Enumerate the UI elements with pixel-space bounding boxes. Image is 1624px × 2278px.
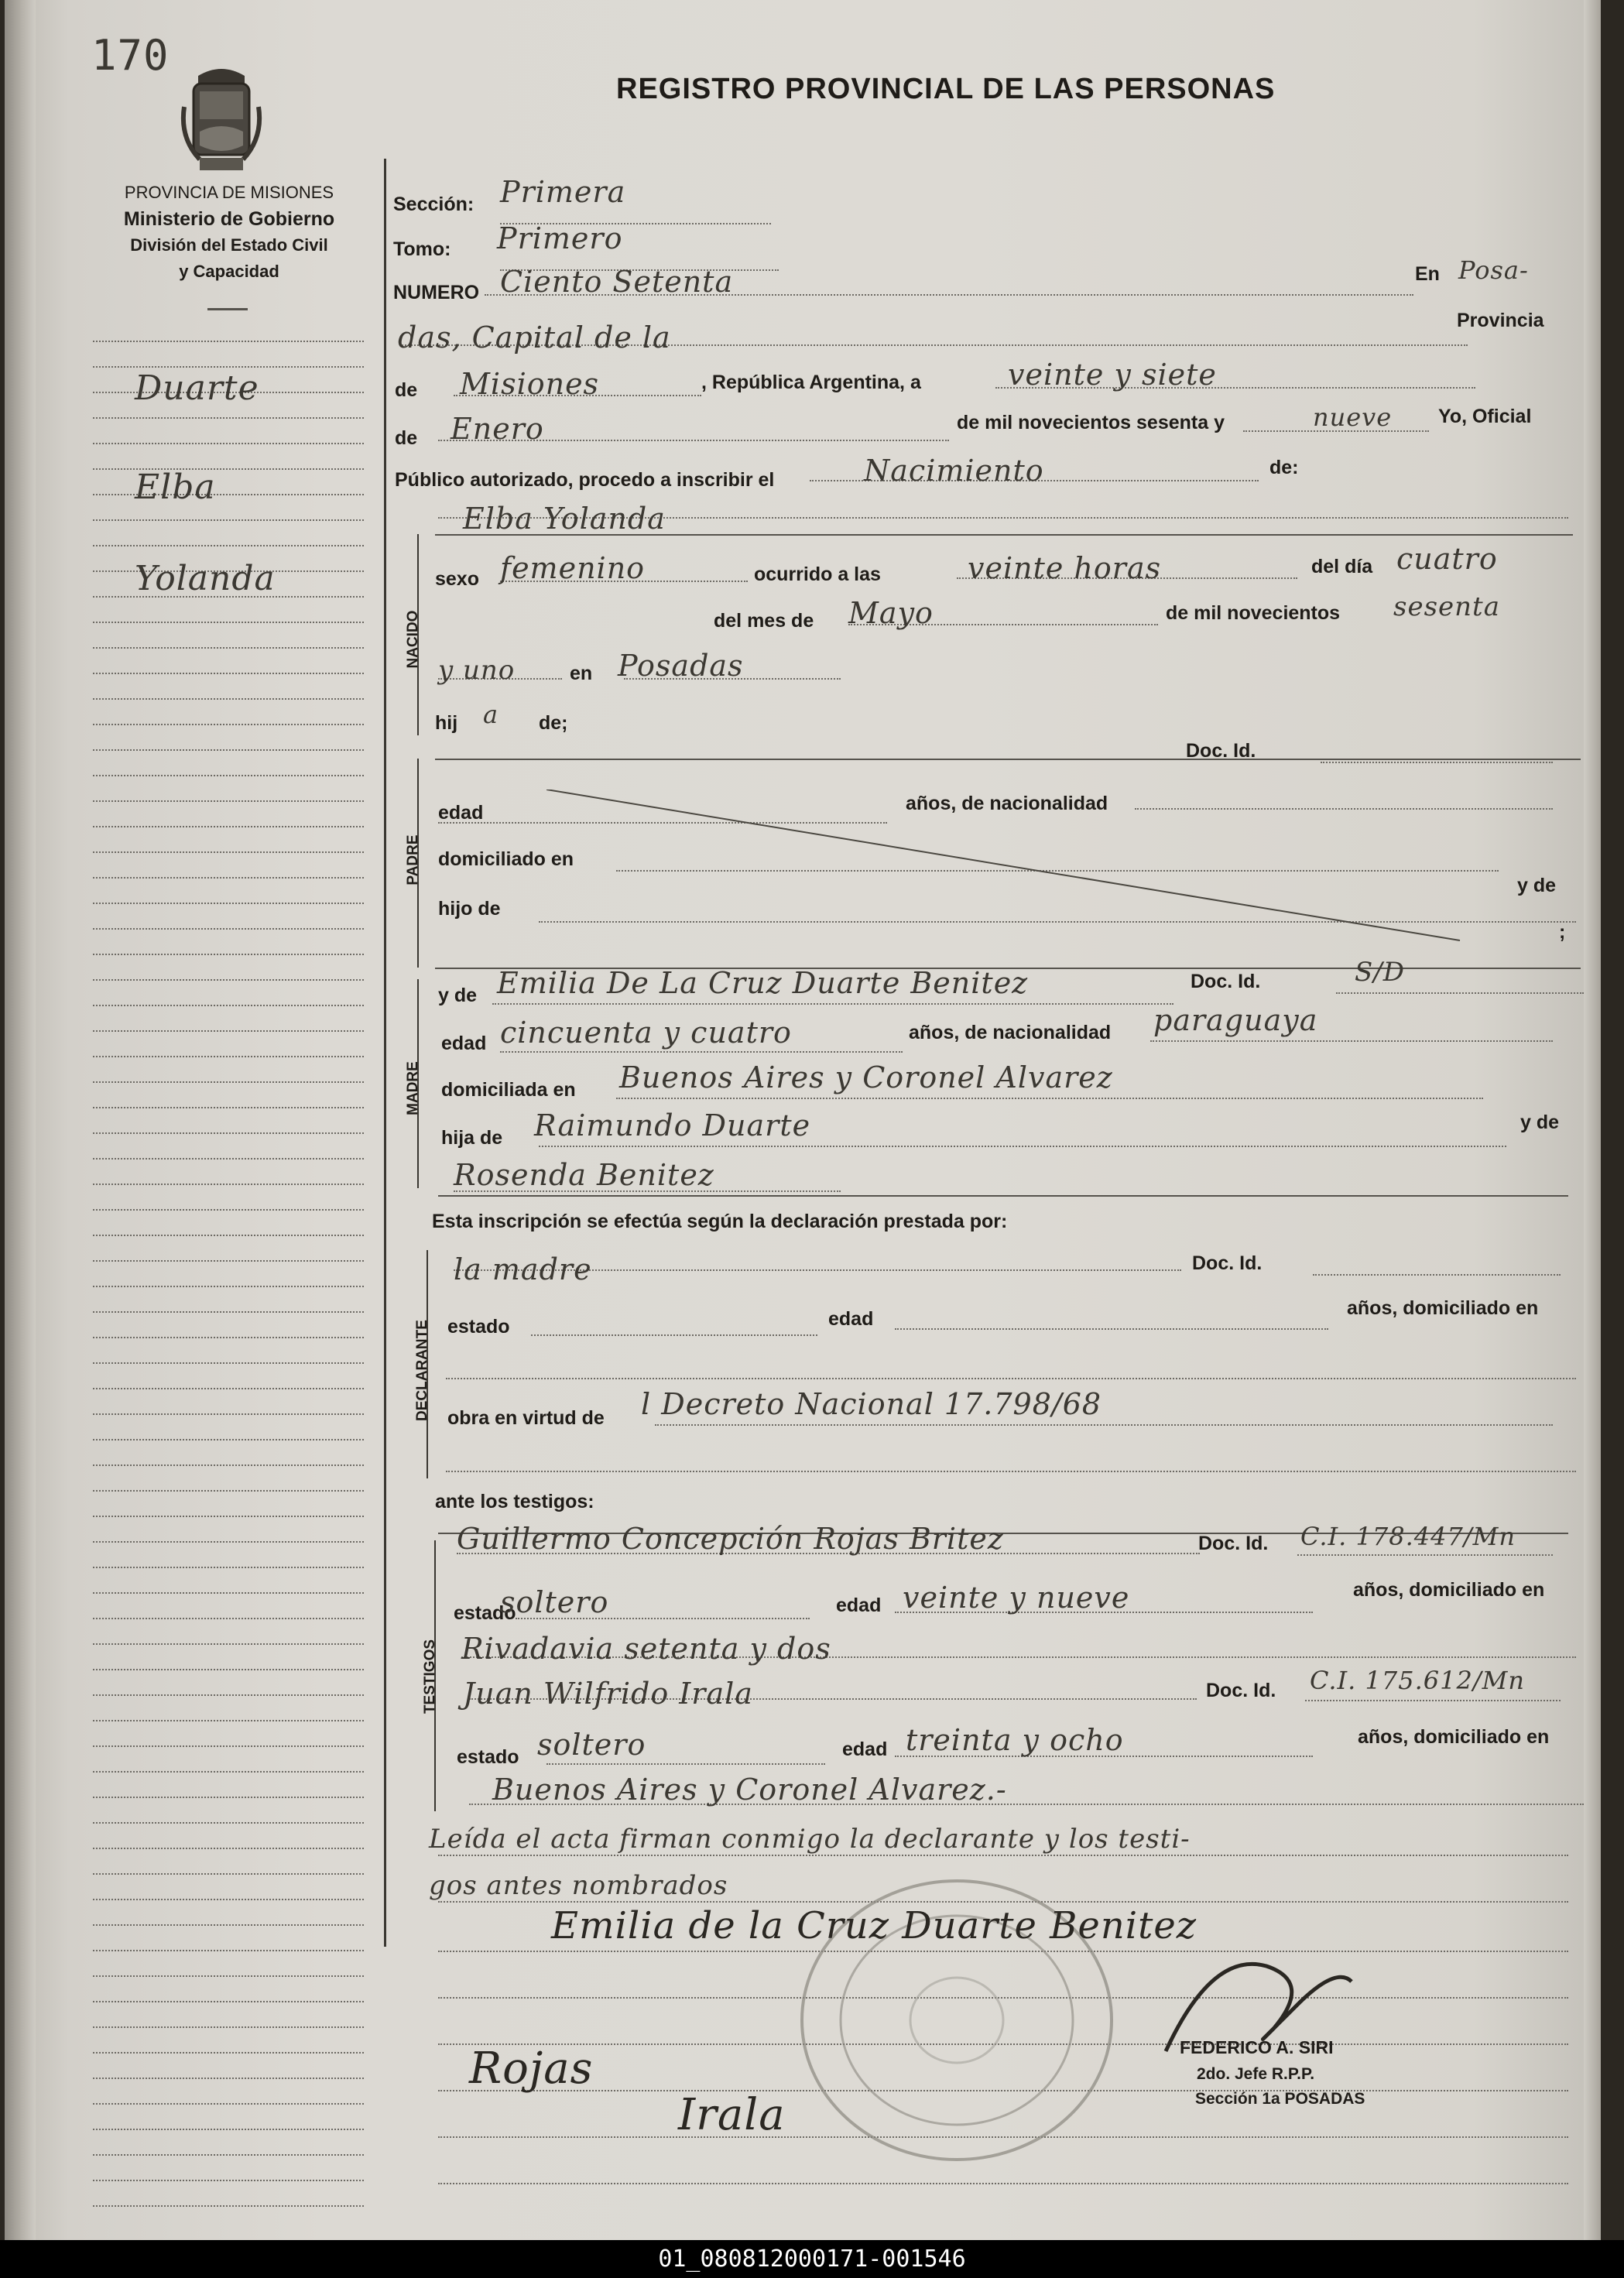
signature-left: Rojas: [469, 2043, 594, 2094]
label-anos-dom-witness2: años, domiciliado en: [1358, 1726, 1550, 1748]
margin-rule-line: [93, 1439, 364, 1440]
register-page: [5, 0, 1601, 2240]
margin-rule-line: [93, 2154, 364, 2156]
label-hija-de: hija de: [441, 1127, 503, 1149]
form-rule-line: [616, 1098, 1483, 1099]
document-title: REGISTRO PROVINCIAL DE LAS PERSONAS: [616, 73, 1276, 105]
value-witness1: Guillermo Concepción Rojas Britez: [457, 1522, 1004, 1556]
value-witness1-state: soltero: [500, 1585, 609, 1619]
value-declarant: la madre: [454, 1252, 592, 1286]
label-obra: obra en virtud de: [447, 1407, 605, 1429]
form-rule-line: [1336, 992, 1584, 994]
province-name: PROVINCIA DE MISIONES: [124, 183, 334, 202]
value-hour: veinte horas: [968, 551, 1162, 585]
label-edad-declarant: edad: [828, 1308, 874, 1330]
margin-rule-line: [93, 1490, 364, 1492]
ministry-name: Ministerio de Gobierno: [123, 208, 335, 230]
margin-rule-line: [93, 417, 364, 419]
value-witness1-address: Rivadavia setenta y dos: [461, 1632, 831, 1666]
value-month: Enero: [451, 412, 544, 446]
margin-rule-line: [93, 1822, 364, 1824]
margin-rule-line: [93, 1056, 364, 1057]
section-separator-line: [438, 1195, 1568, 1197]
value-witness2-address: Buenos Aires y Coronel Alvarez.-: [492, 1773, 1007, 1807]
label-edad-madre: edad: [441, 1033, 487, 1054]
form-rule-line: [655, 1424, 1553, 1426]
value-witness2-state: soltero: [537, 1728, 646, 1762]
closing-line-1: Leída el acta firman conmigo la declarante y los testi-: [429, 1824, 1191, 1855]
margin-rule-line: [93, 1975, 364, 1977]
label-domiciliada-madre: domiciliada en: [441, 1079, 576, 1101]
value-act-type: Nacimiento: [864, 454, 1044, 488]
margin-rule-line: [93, 698, 364, 700]
label-doc-id-mother: Doc. Id.: [1191, 971, 1261, 992]
form-rule-line: [546, 1763, 825, 1765]
margin-rule-line: [93, 1669, 364, 1670]
section-testigos: TESTIGOS: [422, 1639, 438, 1714]
form-rule-line: [531, 1334, 817, 1336]
value-mother-nationality: paraguaya: [1153, 1003, 1318, 1037]
label-doc-id-witness2: Doc. Id.: [1206, 1680, 1276, 1701]
value-witness2-doc: C.I. 175.612/Mn: [1310, 1666, 1525, 1695]
label-numero: NUMERO: [393, 282, 480, 303]
label-sexo: sexo: [435, 568, 479, 590]
margin-rule-line: [93, 1643, 364, 1645]
form-rule-line: [438, 1855, 1568, 1856]
margin-rule-line: [93, 1592, 364, 1594]
label-en-place: en: [570, 663, 593, 684]
value-hij-suffix: a: [483, 700, 499, 729]
label-del-dia: del día: [1311, 556, 1373, 577]
margin-rule-line: [93, 366, 364, 368]
label-tomo: Tomo:: [393, 238, 451, 260]
capacity-name: y Capacidad: [179, 262, 279, 281]
form-rule-line: [1150, 1040, 1553, 1042]
margin-rule-line: [93, 494, 364, 495]
label-doc-id-child: Doc. Id.: [1186, 740, 1256, 762]
margin-rule-line: [93, 1797, 364, 1798]
margin-rule-line: [93, 1158, 364, 1160]
margin-rule-line: [93, 1873, 364, 1875]
value-birth-year: sesenta: [1393, 591, 1500, 622]
margin-rule-line: [93, 1541, 364, 1543]
official-name: FEDERICO A. SIRI: [1180, 2037, 1334, 2057]
section-separator-line: [435, 759, 1581, 760]
value-birth-month: Mayo: [848, 596, 934, 630]
value-mother-age: cincuenta y cuatro: [500, 1016, 792, 1050]
margin-rule-line: [93, 1516, 364, 1517]
value-mother-name: Emilia De La Cruz Duarte Benitez: [497, 966, 1029, 1000]
form-rule-line: [539, 1146, 1506, 1147]
value-year: nueve: [1313, 403, 1393, 432]
page-number: 170: [91, 31, 170, 80]
margin-rule-line: [93, 2180, 364, 2181]
label-anos-dom-declarant: años, domiciliado en: [1347, 1297, 1539, 1319]
margin-rule-line: [93, 1286, 364, 1287]
label-y-de-madre-2: y de: [1520, 1112, 1560, 1133]
margin-rule-line: [93, 1924, 364, 1926]
section-padre: PADRE: [405, 834, 421, 886]
margin-rule-line: [93, 1107, 364, 1108]
label-de-semicolon: de;: [539, 712, 568, 734]
margin-rule-line: [93, 545, 364, 546]
margin-rule-line: [93, 1899, 364, 1900]
margin-rule-line: [93, 1081, 364, 1083]
margin-rule-line: [93, 1388, 364, 1389]
margin-rule-line: [93, 519, 364, 521]
signature-mother: Emilia de la Cruz Duarte Benitez: [551, 1904, 1197, 1947]
label-estado-witness2: estado: [457, 1746, 519, 1768]
value-en-city: Posa-: [1458, 255, 1529, 285]
form-rule-line: [492, 1003, 1173, 1005]
value-numero: Ciento Setenta: [500, 265, 734, 299]
value-mother-mother: Rosenda Benitez: [454, 1158, 714, 1192]
margin-rule-line: [93, 341, 364, 342]
margin-rule-line: [93, 468, 364, 470]
label-ante-testigos: ante los testigos:: [435, 1491, 594, 1512]
section-declarante: DECLARANTE: [414, 1320, 430, 1421]
margin-rule-line: [93, 2129, 364, 2130]
label-domiciliado-padre: domiciliado en: [438, 848, 574, 870]
value-witness2-age: treinta y ocho: [906, 1723, 1124, 1757]
form-rule-line: [1297, 1554, 1553, 1556]
label-anos-dom-witness1: años, domiciliado en: [1353, 1579, 1545, 1601]
margin-rule-line: [93, 1771, 364, 1773]
margin-rule-line: [93, 954, 364, 955]
label-esta-inscripcion: Esta inscripción se efectúa según la declaración prestada por:: [432, 1211, 1008, 1232]
form-rule-line: [500, 1051, 903, 1053]
label-de: de: [395, 379, 418, 401]
margin-rule-line: [93, 851, 364, 853]
label-y-de-madre: y de: [438, 985, 478, 1006]
label-doc-id-declarant: Doc. Id.: [1192, 1252, 1263, 1274]
form-rule-line: [895, 1328, 1328, 1330]
margin-rule-line: [93, 800, 364, 802]
label-estado-declarant: estado: [447, 1316, 510, 1338]
margin-rule-line: [93, 1413, 364, 1415]
padre-crossout-line: [546, 790, 1475, 944]
value-birth-day: cuatro: [1396, 542, 1498, 576]
margin-rule-line: [93, 903, 364, 904]
value-seccion: Primera: [500, 175, 626, 209]
label-de-month: de: [395, 427, 418, 449]
value-sex: femenino: [500, 551, 646, 585]
margin-rule-line: [93, 1694, 364, 1696]
margin-rule-line: [93, 749, 364, 751]
label-en: En: [1415, 263, 1440, 285]
margin-rule-line: [93, 1235, 364, 1236]
margin-rule-line: [93, 1950, 364, 1951]
margin-rule-line: [93, 1464, 364, 1466]
margin-rule-line: [93, 647, 364, 649]
margin-rule-line: [93, 622, 364, 623]
margin-rule-line: [93, 724, 364, 725]
value-mother-father: Raimundo Duarte: [534, 1108, 811, 1142]
margin-rule-line: [93, 2026, 364, 2028]
form-frame-line: [384, 159, 386, 1947]
margin-rule-line: [93, 1311, 364, 1313]
label-republica: , República Argentina, a: [701, 372, 921, 393]
label-edad-padre: edad: [438, 802, 484, 824]
margin-rule-line: [93, 826, 364, 827]
margin-first-name: Elba: [135, 468, 216, 507]
label-mil-novecientos: de mil novecientos sesenta y: [957, 412, 1225, 433]
margin-rule-line: [93, 1337, 364, 1338]
label-estado-witness1: estado: [454, 1602, 516, 1624]
form-rule-line: [1305, 1700, 1561, 1701]
label-anos-nac-padre: años, de nacionalidad: [906, 793, 1108, 814]
image-footer-id: 01_080812000171-001546: [0, 2240, 1624, 2278]
value-city-continued: das, Capital de la: [398, 320, 671, 355]
value-child-name: Elba Yolanda: [463, 502, 666, 536]
section-nacido: NACIDO: [405, 610, 421, 669]
official-section: Sección 1a POSADAS: [1195, 2090, 1365, 2108]
margin-rule-line: [93, 1618, 364, 1619]
coat-of-arms-icon: [176, 60, 266, 176]
margin-rule-line: [93, 1567, 364, 1568]
margin-rule-line: [93, 673, 364, 674]
page-edge: [1584, 0, 1601, 2240]
margin-rule-line: [93, 1005, 364, 1006]
label-provincia: Provincia: [1457, 310, 1544, 331]
department-header: [82, 180, 376, 285]
margin-rule-line: [93, 928, 364, 930]
value-birth-place: Posadas: [618, 649, 744, 683]
label-hij: hij: [435, 712, 458, 734]
label-de-colon: de:: [1269, 457, 1299, 478]
official-role: 2do. Jefe R.P.P.: [1197, 2065, 1315, 2083]
value-witness1-doc: C.I. 178.447/Mn: [1300, 1522, 1516, 1551]
label-de-mil-novecientos: de mil novecientos: [1166, 602, 1341, 624]
form-rule-line: [438, 2183, 1568, 2184]
form-rule-line: [1321, 762, 1553, 763]
margin-rule-line: [93, 1030, 364, 1032]
value-tomo: Primero: [497, 221, 623, 255]
form-rule-line: [446, 1378, 1576, 1379]
label-edad-witness1: edad: [836, 1595, 882, 1616]
margin-rule-line: [93, 1260, 364, 1262]
margin-rule-line: [93, 443, 364, 444]
value-decree: l Decreto Nacional 17.798/68: [641, 1387, 1102, 1421]
margin-rule-line: [93, 775, 364, 776]
form-rule-line: [1313, 1274, 1561, 1276]
label-seccion: Sección:: [393, 194, 475, 215]
margin-rule-line: [93, 2078, 364, 2079]
margin-rule-line: [93, 2052, 364, 2054]
margin-rule-line: [93, 1848, 364, 1849]
margin-rule-line: [93, 2205, 364, 2207]
label-y-de-padre: y de: [1517, 875, 1557, 896]
value-witness1-age: veinte y nueve: [903, 1581, 1130, 1615]
margin-middle-name: Yolanda: [135, 559, 276, 598]
margin-rule-line: [93, 1745, 364, 1747]
division-name: División del Estado Civil: [130, 235, 328, 255]
margin-rule-line: [93, 2103, 364, 2105]
margin-rule-line: [93, 1720, 364, 1721]
value-date-day: veinte y siete: [1008, 358, 1217, 392]
margin-rule-line: [93, 877, 364, 879]
value-province: Misiones: [460, 367, 600, 401]
label-yo-oficial: Yo, Oficial: [1438, 406, 1532, 427]
value-mother-address: Buenos Aires y Coronel Alvarez: [619, 1060, 1113, 1094]
label-publico: Público autorizado, procedo a inscribir el: [395, 469, 775, 491]
value-mother-doc: S/D: [1355, 957, 1406, 988]
margin-rule-line: [93, 1184, 364, 1185]
margin-rule-line: [93, 1132, 364, 1134]
margin-rule-line: [93, 1209, 364, 1211]
label-semicolon: ;: [1559, 921, 1566, 943]
section-madre: MADRE: [405, 1061, 421, 1115]
signature-bottom: Irala: [678, 2090, 786, 2140]
margin-rule-line: [93, 1362, 364, 1364]
form-rule-line: [446, 1471, 1576, 1472]
book-binding: [5, 0, 36, 2240]
value-witness2: Juan Wilfrido Irala: [463, 1677, 753, 1711]
margin-surname: Duarte: [135, 368, 259, 408]
label-anos-nac-madre: años, de nacionalidad: [909, 1022, 1112, 1043]
closing-line-2: gos antes nombrados: [429, 1870, 728, 1901]
label-doc-id-witness1: Doc. Id.: [1198, 1533, 1269, 1554]
label-hijo-de: hijo de: [438, 898, 501, 920]
margin-rule-line: [93, 979, 364, 981]
label-ocurrido: ocurrido a las: [754, 564, 881, 585]
header-divider: [207, 308, 248, 310]
value-birth-year-continued: y uno: [438, 655, 516, 686]
margin-rule-line: [93, 2001, 364, 2002]
label-del-mes: del mes de: [714, 610, 814, 632]
label-edad-witness2: edad: [842, 1738, 888, 1760]
